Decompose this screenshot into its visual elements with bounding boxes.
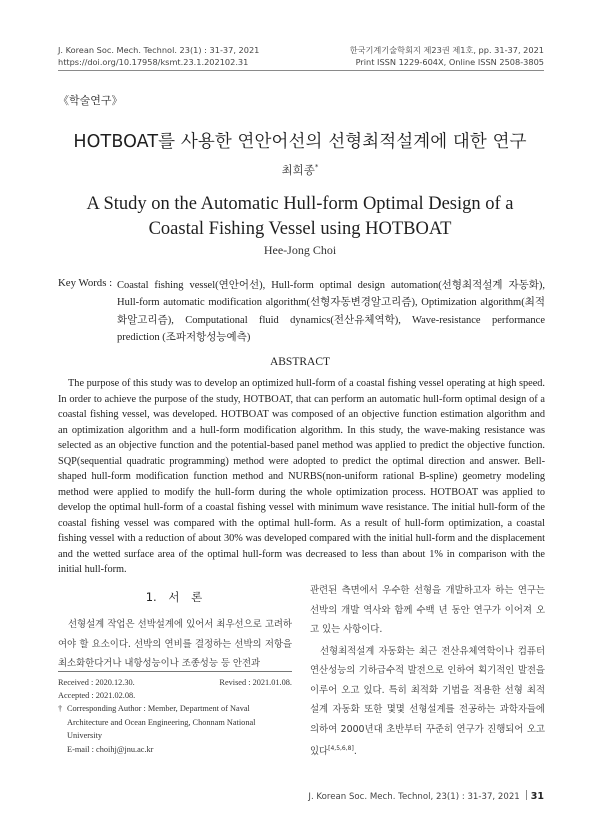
paper-title-english-line-1: A Study on the Automatic Hull-form Optimal Design of a xyxy=(86,194,514,214)
author-korean xyxy=(0,162,600,178)
footnote-divider xyxy=(58,671,292,672)
accepted-date: Accepted : 2021.02.08. xyxy=(58,691,136,700)
corresponding-author-mark: * xyxy=(314,163,319,171)
issn-line: Print ISSN 1229-604X, Online ISSN 2508-3805 xyxy=(355,57,544,67)
received-date: Received : 2020.12.30. xyxy=(58,678,135,687)
page-number: 31 xyxy=(530,791,544,802)
revised-date: Revised : 2021.01.08. xyxy=(219,678,292,687)
journal-citation: J. Korean Soc. Mech. Technol. 23(1) : 31-37, 2021 xyxy=(58,45,260,55)
corresponding-author-email[interactable]: E-mail : choihj@jnu.ac.kr xyxy=(67,744,154,754)
paper-title-english xyxy=(40,192,560,242)
sentence-end: . xyxy=(353,746,357,757)
paper-title-english-line-2: Coastal Fishing Vessel using HOTBOAT xyxy=(148,219,452,239)
keywords-label: Key Words : xyxy=(58,277,113,289)
corresponding-author-affiliation: Corresponding Author : Member, Department of Naval Architecture and Ocean Engineering, Chonnam National University xyxy=(67,704,256,740)
author-name-korean: 최희종 xyxy=(281,163,315,177)
reference-citation[interactable]: [4,5,6,8] xyxy=(328,745,354,752)
footer-journal-citation: J. Korean Soc. Mech. Technol, 23(1) : 31-37, 2021 xyxy=(308,792,520,802)
section-heading-introduction: 1. 서 론 xyxy=(145,590,203,604)
footer-separator xyxy=(526,790,527,800)
introduction-paragraph-right-2-text: 선형최적설계 자동화는 최근 전산유체역학이나 컴퓨터 연산성능의 기하급수적 발전으로 인하여 획기적인 발전을 이루어 오고 있다. 특히 최적화 기법을 적용한 선형 최적설계 자동화 또한 몇몇 선형설계를 전공하는 과학자들에 의하여 2000년대 초반부터 꾸준히 연구가 진행되어 오고 있다 xyxy=(310,645,545,757)
introduction-column-right xyxy=(310,581,545,762)
introduction-paragraph-right-1: 관련된 측면에서 우수한 선형을 개발하고자 하는 연구는 선박의 개발 역사와 함께 수백 년 동안 연구가 이어져 오고 있는 사항이다. xyxy=(310,585,545,635)
keywords-text: Coastal fishing vessel(연안어선), Hull-form optimal design automation(선형최적설계 자동화), Hull-form automatic modification algorithm(선형자동변경알고리즘), Optimization algorithm(최적화알고리즘), Computational fluid dynamics(전산유체역학), Wave-resistance performance prediction (조파저항성능예측) xyxy=(117,280,545,344)
running-header-left xyxy=(58,44,259,68)
corresponding-author-note xyxy=(58,702,292,756)
doi-link[interactable]: https://doi.org/10.17958/ksmt.23.1.202102.31 xyxy=(58,57,249,67)
running-header-right xyxy=(350,44,544,68)
header-divider xyxy=(58,70,544,71)
dagger-mark: † xyxy=(58,704,63,713)
journal-citation-korean: 한국기계기술학회지 제23권 제1호, pp. 31-37, 2021 xyxy=(349,45,544,55)
introduction-paragraph-right-2 xyxy=(310,642,545,762)
author-english: Hee-Jong Choi xyxy=(263,243,337,257)
abstract-body: The purpose of this study was to develop an optimized hull-form of a coastal fishing vessel operating at high speed. In order to achieve the purpose of the study, HOTBOAT, that can perform an automatic hull-form optimal design of a coastal fishing vessel, was developed. HOTBOAT was composed of an objective function estimation algorithm and an optimization algorithm and a hull-form modification algorithm. In this study, the wave-making resistance was selected as an objective function and the potential-based panel method was applied to predict the objective function. SQP(sequential quadratic programming) method were adopted to predict the optimal direction and answer. Bell-shaped hull-form modification function method and NURBS(non-uniform rational B-spline) geometry modeling method were applied to modify the hull-form during the whole optimization process. HOTBOAT was applied to develop the optimal hull-form of a coastal fishing vessel with minimum wave resistance. The initial hull-form of the coastal fishing vessel was compared with the optimal hull-form. As a result of hull-form optimization, a coastal fishing vessel with a reduction of about 30% was developed compared with the initial hull-form and the displacement and the wetted surface area of the optimal hull-form was decreased to less than about 1% in comparison with the initial hull-form. xyxy=(58,378,545,575)
page-footer xyxy=(308,790,544,802)
paper-title-korean: HOTBOAT를 사용한 연안어선의 선형최적설계에 대한 연구 xyxy=(73,132,527,152)
article-category: 《학술연구》 xyxy=(58,94,123,107)
introduction-paragraph-left: 선형설계 작업은 선박설계에 있어서 최우선으로 고려하여야 할 요소이다. 선박의 연비를 결정하는 선박의 저항을 최소화한다거나 내항성능이나 조종성능 등 안전과 xyxy=(58,619,292,669)
abstract-heading: ABSTRACT xyxy=(269,356,331,368)
footnote-dates-row xyxy=(58,676,292,690)
